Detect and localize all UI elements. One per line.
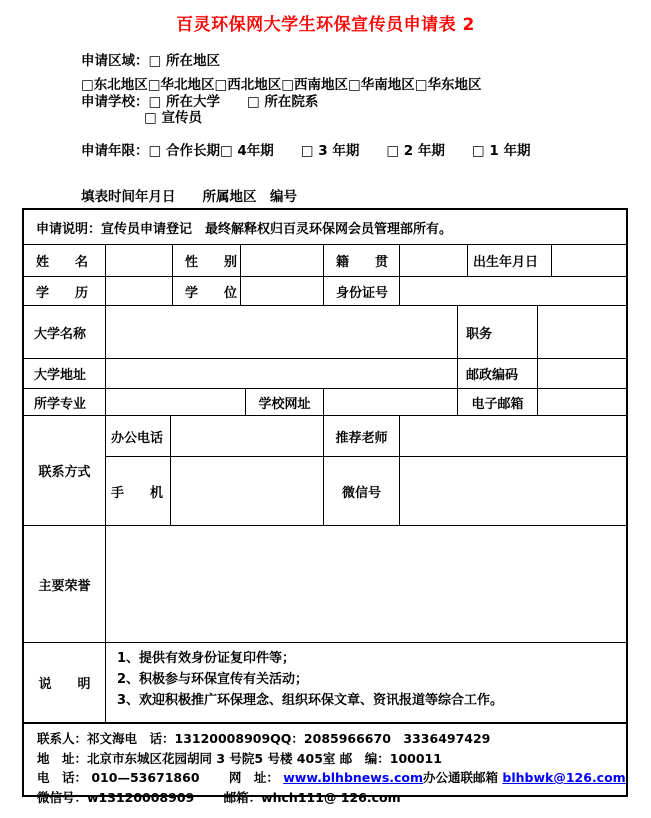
birth-date-value-cell — [551, 245, 626, 276]
university-name-value-cell — [105, 306, 457, 358]
native-place-label: 籍 贯 — [323, 245, 399, 276]
footer-mail-label: 办公通联邮箱 — [423, 770, 503, 785]
table-row-note — [24, 210, 626, 244]
table-row-university-name — [24, 305, 626, 358]
footer-contact-line: 联系人：祁文海电 话：13120008909QQ：2085966670 3336497429 — [37, 731, 491, 746]
remark-line-2: 2、积极参与环保宣传有关活动； — [117, 672, 309, 687]
honors-label: 主要荣誉 — [38, 578, 91, 594]
website-link[interactable]: www.blhbnews.com — [283, 770, 424, 785]
office-email-link[interactable]: blhbwk@126.com — [502, 770, 626, 785]
remark-line-1: 1、提供有效身份证复印件等； — [117, 651, 296, 666]
education-value-cell — [105, 277, 172, 305]
contact-label: 联系方式 — [38, 465, 91, 480]
table-row-major — [24, 388, 626, 415]
gender-label: 性 别 — [172, 245, 240, 276]
apply-region-line: 申请区域：□ 所在地区 — [81, 53, 220, 69]
university-address-value-cell — [105, 359, 457, 388]
recommend-teacher-value-cell — [399, 416, 626, 456]
mobile-label: 手 机 — [105, 457, 170, 525]
contact-subtable — [105, 416, 626, 525]
school-site-label: 学校网址 — [245, 389, 323, 415]
major-value-cell — [105, 389, 245, 415]
wechat-label: 微信号 — [323, 457, 399, 525]
email-label: 电子邮箱 — [457, 389, 537, 415]
major-label: 所学专业 — [34, 396, 87, 412]
id-number-value-cell — [399, 277, 626, 305]
footer-phone-line — [37, 768, 626, 788]
gender-value-cell — [240, 245, 323, 276]
mobile-value-cell — [170, 457, 323, 525]
fill-date-line: 填表时间年月日 所属地区 编号 — [81, 189, 297, 205]
native-place-value-cell — [399, 245, 467, 276]
remark-label: 说 明 — [38, 677, 91, 692]
table-row-honors — [24, 525, 626, 642]
name-label: 姓 名 — [36, 255, 89, 270]
office-phone-row — [105, 416, 626, 456]
remark-content — [105, 643, 626, 722]
university-address-label: 大学地址 — [34, 368, 87, 383]
duty-label: 职务 — [457, 306, 537, 358]
university-name-label: 大学名称 — [34, 326, 87, 342]
honors-value-cell — [105, 526, 626, 642]
email-value-cell — [537, 389, 626, 415]
table-row-name — [24, 244, 626, 276]
name-value-cell — [105, 245, 172, 276]
table-row-university-address — [24, 358, 626, 388]
application-table — [22, 208, 628, 805]
apply-years-line: 申请年限：□ 合作长期□ 4年期 □ 3 年期 □ 2 年期 □ 1 年期 — [81, 143, 531, 159]
footer-phone-text: 电 话： 010—53671860 网 址： — [37, 770, 284, 785]
region-options-line: □东北地区□华北地区□西北地区□西南地区□华南地区□华东地区 — [81, 77, 482, 93]
mobile-row — [105, 456, 626, 525]
office-phone-value-cell — [170, 416, 323, 456]
table-footer — [24, 722, 626, 807]
duty-value-cell — [537, 306, 626, 358]
apply-school-line2: □ 宣传员 — [144, 110, 202, 126]
table-row-remark — [24, 642, 626, 722]
postal-code-label: 邮政编码 — [457, 359, 537, 388]
apply-school-line: 申请学校：□ 所在大学 □ 所在院系 — [81, 94, 319, 110]
table-row-contact — [24, 415, 626, 525]
degree-value-cell — [240, 277, 323, 305]
table-row-education — [24, 276, 626, 305]
office-phone-label: 办公电话 — [105, 416, 170, 456]
page-title: 百灵环保网大学生环保宣传员申请表 2 — [176, 15, 475, 35]
school-site-value-cell — [323, 389, 457, 415]
remark-line-3: 3、欢迎积极推广环保理念、组织环保文章、资讯报道等综合工作。 — [117, 693, 504, 708]
postal-code-value-cell — [537, 359, 626, 388]
education-label: 学 历 — [36, 285, 89, 301]
id-number-label: 身份证号 — [323, 277, 399, 305]
recommend-teacher-label: 推荐老师 — [323, 416, 399, 456]
application-note: 申请说明：宣传员申请登记 最终解释权归百灵环保网会员管理部所有。 — [36, 221, 453, 237]
footer-wechat-line: 微信号：w13120008909 邮箱：whch111@ 126.com — [37, 789, 401, 805]
degree-label: 学 位 — [172, 277, 240, 305]
footer-address-line: 地 址：北京市东城区花园胡同 3 号院5 号楼 405室 邮 编：100011 — [37, 750, 442, 766]
birth-date-label: 出生年月日 — [467, 245, 551, 276]
wechat-value-cell — [399, 457, 626, 525]
